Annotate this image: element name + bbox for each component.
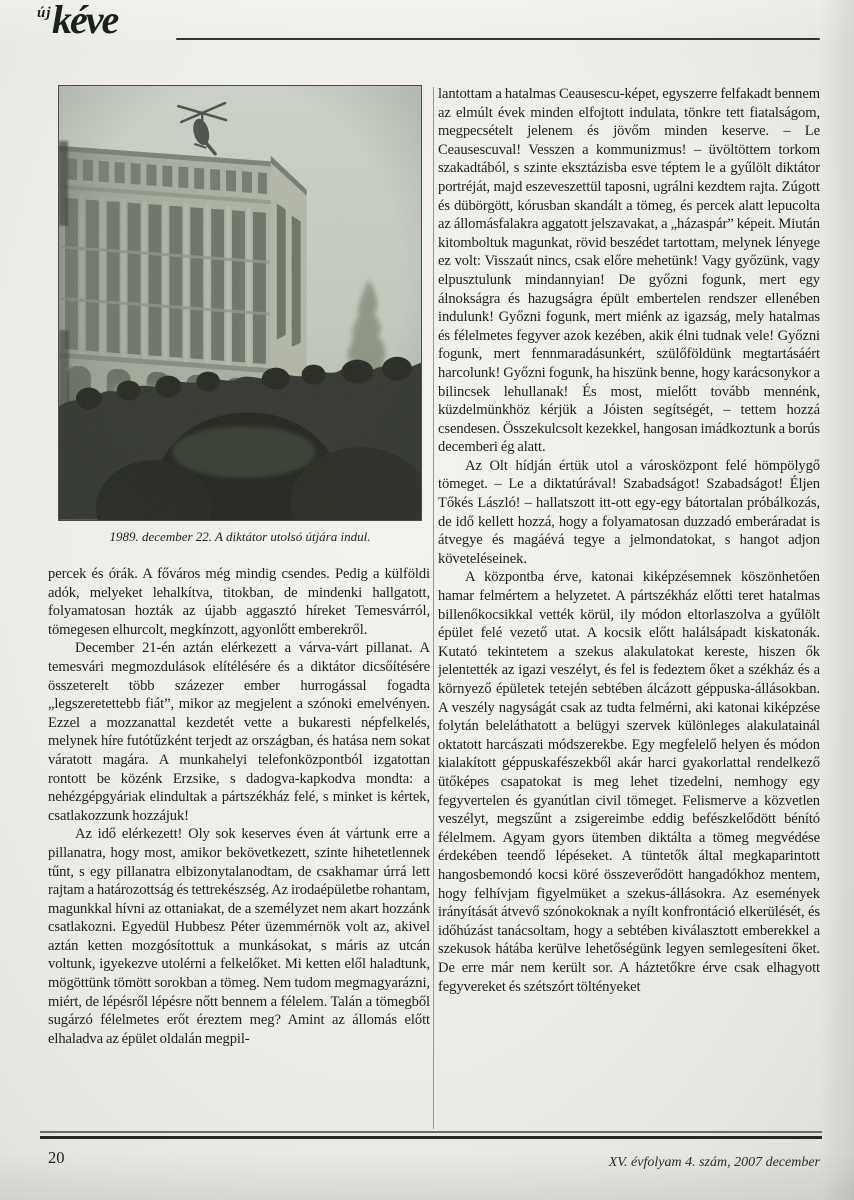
article-body	[48, 85, 820, 1131]
news-photo-figure	[58, 85, 422, 544]
footer-rule-thin	[40, 1131, 822, 1133]
right-column	[438, 85, 820, 1131]
logo-main: kéve	[52, 0, 118, 42]
body-paragraph: Az idő elérkezett! Oly sok keserves éven át vártunk erre a pillanatra, hogy most, amikor bekövetkezett, szinte hihetetlennek tűnt, s egy pillanatra elbizonytalanodtam, de csakhamar úrrá lett rajtam a határozottság és tettrekészség. Az irodaépületbe rohantam, magunkkal hívni az ottaniakat, de a személyzet nem akart hozzánk csatlakozni. Egyedül Hubbesz Péter üzemmérnök volt az, akivel aztán ketten mozgósítottuk a munkásokat, s máris az utcán voltunk, igyekezve utolérni a felkelőket. Mi ketten elől haladtunk, mögöttünk tömött sorokban a tömeg. Nem tudom megmagyarázni, miért, de lépésről lépésre nőtt bennem a félelem. Talán a tömegből sugárzó félelmetes erőt éreztem meg? Amint az állomás előtt elhaladva az épület oldalán megpil-	[48, 826, 430, 1047]
column-divider-rule	[433, 87, 434, 1129]
body-paragraph: A központba érve, katonai kiképzésemnek köszönhetően hamar felmértem a helyzetet. A pártszékház előtti teret hatalmas billenőkocsikkal vették körül, ily módon eltorlaszolva a gyűlölt épület felé vezető utat. A kocsik előtt halálsápadt kiskatonák. Kutató tekintetem a szekus alakulatokat kereste, hiszen ők jelentették az igazi veszélyt, és fel is fedeztem őket a székház és a környező épületek tetején sebtében álcázott géppuska-állásokban. A veszély nagyságát csak az tudta felmérni, aki katonai kiképzése folytán beleláthatott a belügyi szervek különleges alakulatainál oktatott harcászati módszerekbe. Egy megfelelő helyen és módon kialakított géppuskafészekből akár harci gyakorlattal rendelkező ütőképes csapatokat is meg lehet tizedelni, nemhogy egy fegyvertelen és gyanútlan civil tömeget. Felismerve a közvetlen veszélyt, megszűnt a zsigereimbe eddig befészkelődött bénító félelmem. Agyam gyors ütemben diktálta a tömeg megvédése érdekében teendő lépéseket. A tüntetők által megkaparintott hangosbemondó kocsi köré összeverődött hangadókhoz mentem, hogy felhívjam figyelmüket a szekus-állásokra. Az események irányítását átvevő szónokoknak a nyílt konfrontáció elkerülését, és időhúzást tanácsoltam, hogy a sebtében kiválasztott emberekkel a szekusok hátába kerülve lehetőségünk legyen semlegesíteni őket. De erre már nem került sor. A háztetőkre érve csak elhagyott fegyvereket és szétszórt töltényeket	[438, 569, 820, 995]
body-paragraph: lantottam a hatalmas Ceausescu-képet, egyszerre felfakadt bennem az elmúlt évek minden elfojtott indulata, tönkre tett fiatalságom, megpecsételt jelenem és jövőm minden keserve. – Le Ceausescuval! Vesszen a kommunizmus! – üvöltöttem torkom szakadtából, s szinte eksztázisba esve téptem le a gyűlölt diktátor portréját, majd eszeveszettül taposni, ugrálni kezdtem rajta. Zúgott és dübörgött, kórusban skandált a tömeg, és percek alatt lepucolta az állomásfalakra aggatott jelszavakat, a „házaspár” képeit. Miután kitomboltuk magunkat, rövid beszédet tartottam, melynek lényege ez volt: Visszaút nincs, csak előre mehetünk! Vagy győzünk, vagy elpusztulunk mindannyian! De győzni fogunk, mert egy álnokságra és hazugságra épült embertelen rendszer ellenében indulunk! Győzni fogunk, mert miénk az igazság, mely hatalmas és félelmetes fegyver azok kezében, akik élni tudnak vele! Győzni fogunk, mert fennmaradásunkért, szülőföldünk megtartásáért harcolunk! Győzni fogunk, ha hiszünk benne, hogy karácsonykor a bilincsek lehullanak! És most, mielőtt tovább mennénk, küzdelmünkhöz kérjük a Jóisten segítségét, – tettem hozzá csendesen. Összekulcsolt kezekkel, hangosan imádkoztunk a borús decemberi ég alatt.	[438, 86, 820, 456]
issue-info: XV. évfolyam 4. szám, 2007 december	[608, 1155, 820, 1170]
body-paragraph: Az Olt hídján értük utol a városközpont felé hömpölygő tömeget. – Le a diktatúrával! Szabadságot! Szabadságot! Éljen Tőkés László! – hallatszott itt-ott egy-egy bátortalan próbálkozás, de idő kellett hozzá, hogy a folyamatosan duzzadó emberáradat is átvegye és magáévá tegye a jelmondatokat, s hangot adjon követeléseinek.	[438, 457, 820, 567]
news-photo	[58, 85, 422, 521]
photo-caption: 1989. december 22. A diktátor utolsó útjára indul.	[109, 529, 371, 544]
footer-rule-thick	[40, 1136, 822, 1139]
page-number: 20	[48, 1148, 65, 1167]
left-column	[48, 85, 430, 1131]
logo-prefix: új	[37, 5, 52, 21]
body-paragraph: percek és órák. A főváros még mindig csendes. Pedig a külföldi adók, melyeket lehalkítva, titokban, de mindenki hallgatott, folyamatosan hozták az újabb aggasztó híreket Temesvárról, tömegesen elhurcolt, megkínzott, agyonlőtt emberekről.	[48, 566, 430, 638]
body-paragraph: December 21-én aztán elérkezett a várva-várt pillanat. A temesvári megmozdulások elítélésére és a diktátor dicsőítésére összeterelt több százezer ember hurrogással fogadta „legszeretettebb fiát”, mikor az megjelent a szónoki emelvényen. Ezzel a mozzanattal kezdetét vette a bukaresti népfelkelés, melynek híre futótűzként terjedt az országban, és hatása nem sokat váratott magára. A munkahelyi telefonközpontból izgatottan rontott be közénk Erzsike, s dadogva-kapkodva mondta: a nehézgépgyáriak elindultak a pártszékház felé, s minket is kértek, csatlakozzunk hozzájuk!	[48, 640, 430, 824]
masthead-rule	[176, 38, 820, 40]
